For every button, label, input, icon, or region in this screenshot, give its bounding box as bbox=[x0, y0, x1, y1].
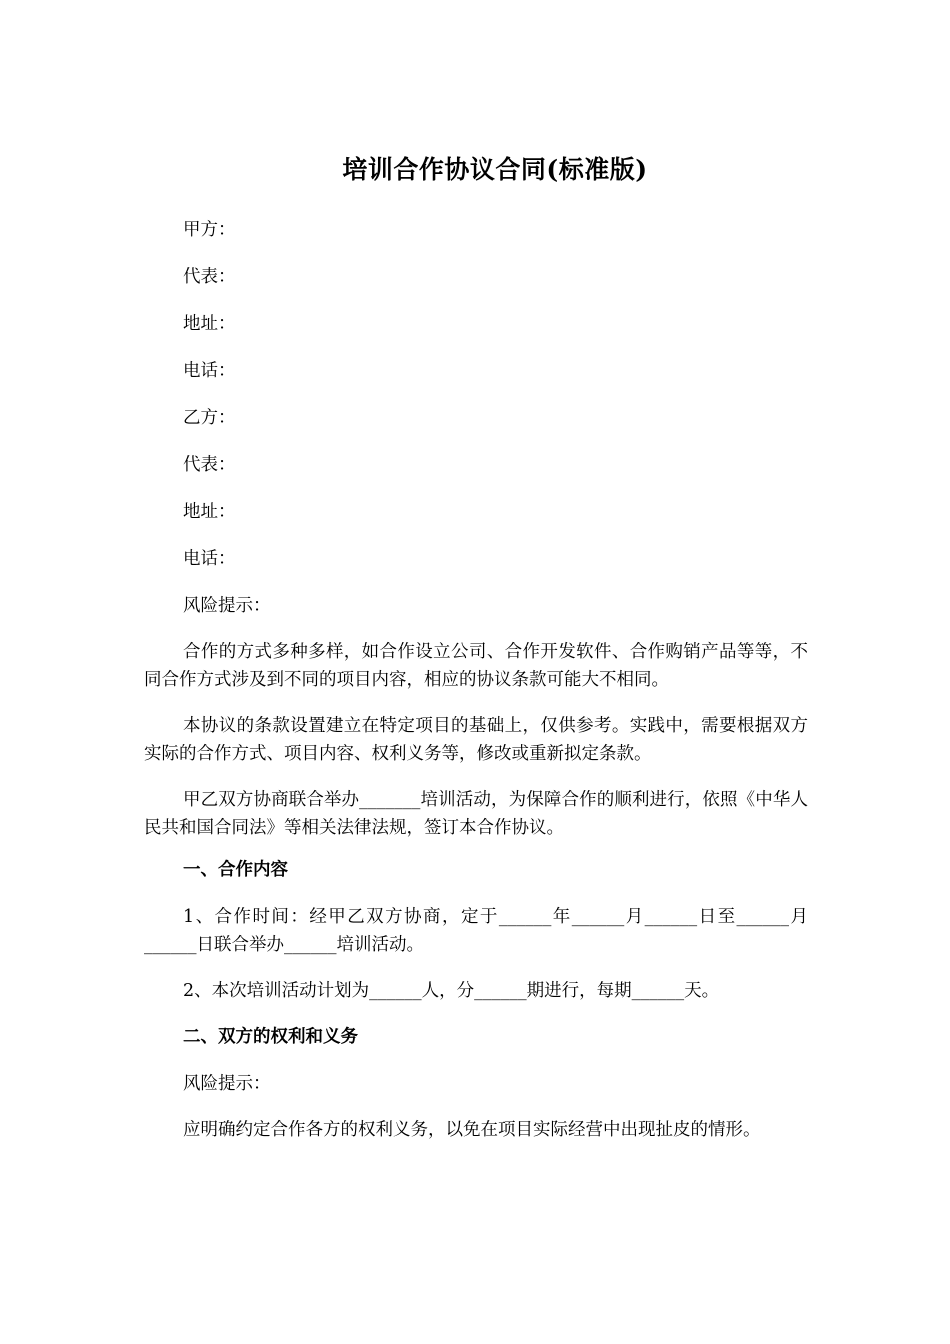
section-2-heading: 二、双方的权利和义务 bbox=[183, 1027, 358, 1047]
risk-notice-paragraph-1: 合作的方式多种多样，如合作设立公司、合作开发软件、合作购销产品等等，不同合作方式涉及到不同的项目内容，相应的协议条款可能大不相同。 bbox=[144, 642, 808, 690]
section-2-risk-text: 应明确约定合作各方的权利义务，以免在项目实际经营中出现扯皮的情形。 bbox=[183, 1120, 761, 1140]
section-2-risk-label: 风险提示： bbox=[183, 1074, 271, 1094]
risk-notice-label: 风险提示： bbox=[183, 596, 271, 616]
party-a-phone: 电话： bbox=[183, 361, 236, 381]
section-1-clause-2: 2、本次培训活动计划为______人，分______期进行，每期______天。 bbox=[183, 981, 720, 1001]
party-a-representative: 代表： bbox=[183, 267, 236, 287]
section-1-clause-1: 1、合作时间：经甲乙双方协商，定于______年______月______日至______月______日联合举办______培训活动。 bbox=[144, 907, 808, 955]
section-1-heading: 一、合作内容 bbox=[183, 860, 288, 880]
preamble-paragraph: 甲乙双方协商联合举办_______培训活动，为保障合作的顺利进行，依照《中华人民共和国合同法》等相关法律法规，签订本合作协议。 bbox=[144, 790, 808, 838]
party-a-label: 甲方： bbox=[183, 220, 236, 240]
document-title: 培训合作协议合同(标准版) bbox=[342, 155, 648, 184]
party-b-representative: 代表： bbox=[183, 455, 236, 475]
party-b-phone: 电话： bbox=[183, 549, 236, 569]
party-a-address: 地址： bbox=[183, 314, 236, 334]
party-b-address: 地址： bbox=[183, 502, 236, 522]
risk-notice-paragraph-2: 本协议的条款设置建立在特定项目的基础上，仅供参考。实践中，需要根据双方实际的合作方式、项目内容、权利义务等，修改或重新拟定条款。 bbox=[144, 716, 808, 764]
party-b-label: 乙方： bbox=[183, 408, 236, 428]
